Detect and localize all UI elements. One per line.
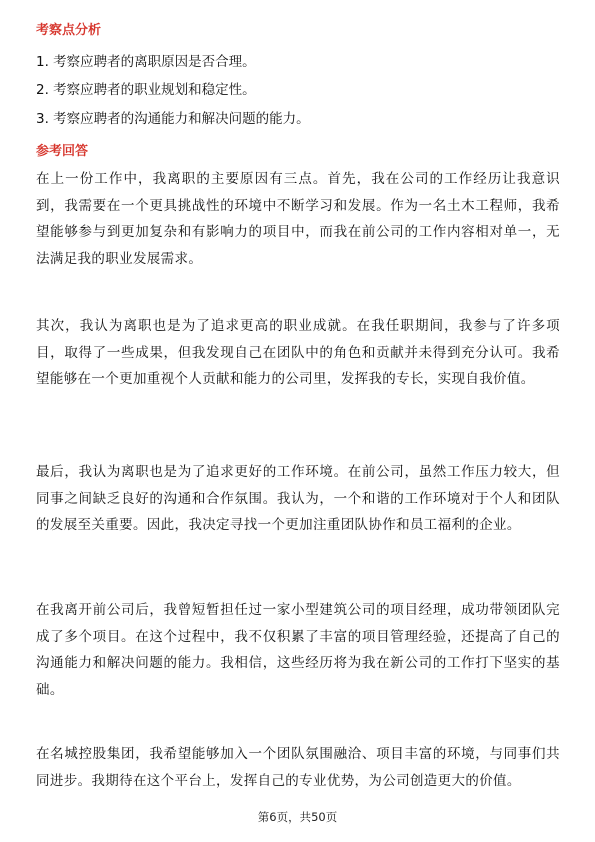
answer-paragraph-1: 在上一份工作中，我离职的主要原因有三点。首先，我在公司的工作经历让我意识到，我需要在一个更具挑战性的环境中不断学习和发展。作为一名土木工程师，我希望能够参与到更加复杂和有影响力的项目中，而我在前公司的工作内容相对单一，无法满足我的职业发展需求。	[36, 171, 560, 267]
answer-paragraph-2: 其次，我认为离职也是为了追求更高的职业成就。在我任职期间，我参与了许多项目，取得了一些成果，但我发现自己在团队中的角色和贡献并未得到充分认可。我希望能够在一个更加重视个人贡献和能力的公司里，发挥我的专长，实现自我价值。	[36, 318, 560, 387]
analysis-item-1: 1. 考察应聘者的离职原因是否合理。	[36, 54, 256, 70]
answer-paragraph-5: 在名城控股集团，我希望能够加入一个团队氛围融洽、项目丰富的环境，与同事们共同进步。我期待在这个平台上，发挥自己的专业优势，为公司创造更大的价值。	[36, 746, 560, 789]
analysis-item-2: 2. 考察应聘者的职业规划和稳定性。	[36, 82, 256, 98]
answer-paragraph-4: 在我离开前公司后，我曾短暂担任过一家小型建筑公司的项目经理，成功带领团队完成了多个项目。在这个过程中，我不仅积累了丰富的项目管理经验，还提高了自己的沟通能力和解决问题的能力。我相信，这些经历将为我在新公司的工作打下坚实的基础。	[36, 602, 560, 698]
analysis-item-3: 3. 考察应聘者的沟通能力和解决问题的能力。	[36, 111, 310, 127]
analysis-section-title: 考察点分析	[36, 23, 102, 38]
answer-section-title: 参考回答	[36, 144, 89, 159]
page-number: 第6页，共50页	[257, 810, 338, 824]
answer-paragraph-3: 最后，我认为离职也是为了追求更好的工作环境。在前公司，虽然工作压力较大，但同事之间缺乏良好的沟通和合作氛围。我认为，一个和谐的工作环境对于个人和团队的发展至关重要。因此，我决定寻找一个更加注重团队协作和员工福利的企业。	[36, 464, 560, 533]
